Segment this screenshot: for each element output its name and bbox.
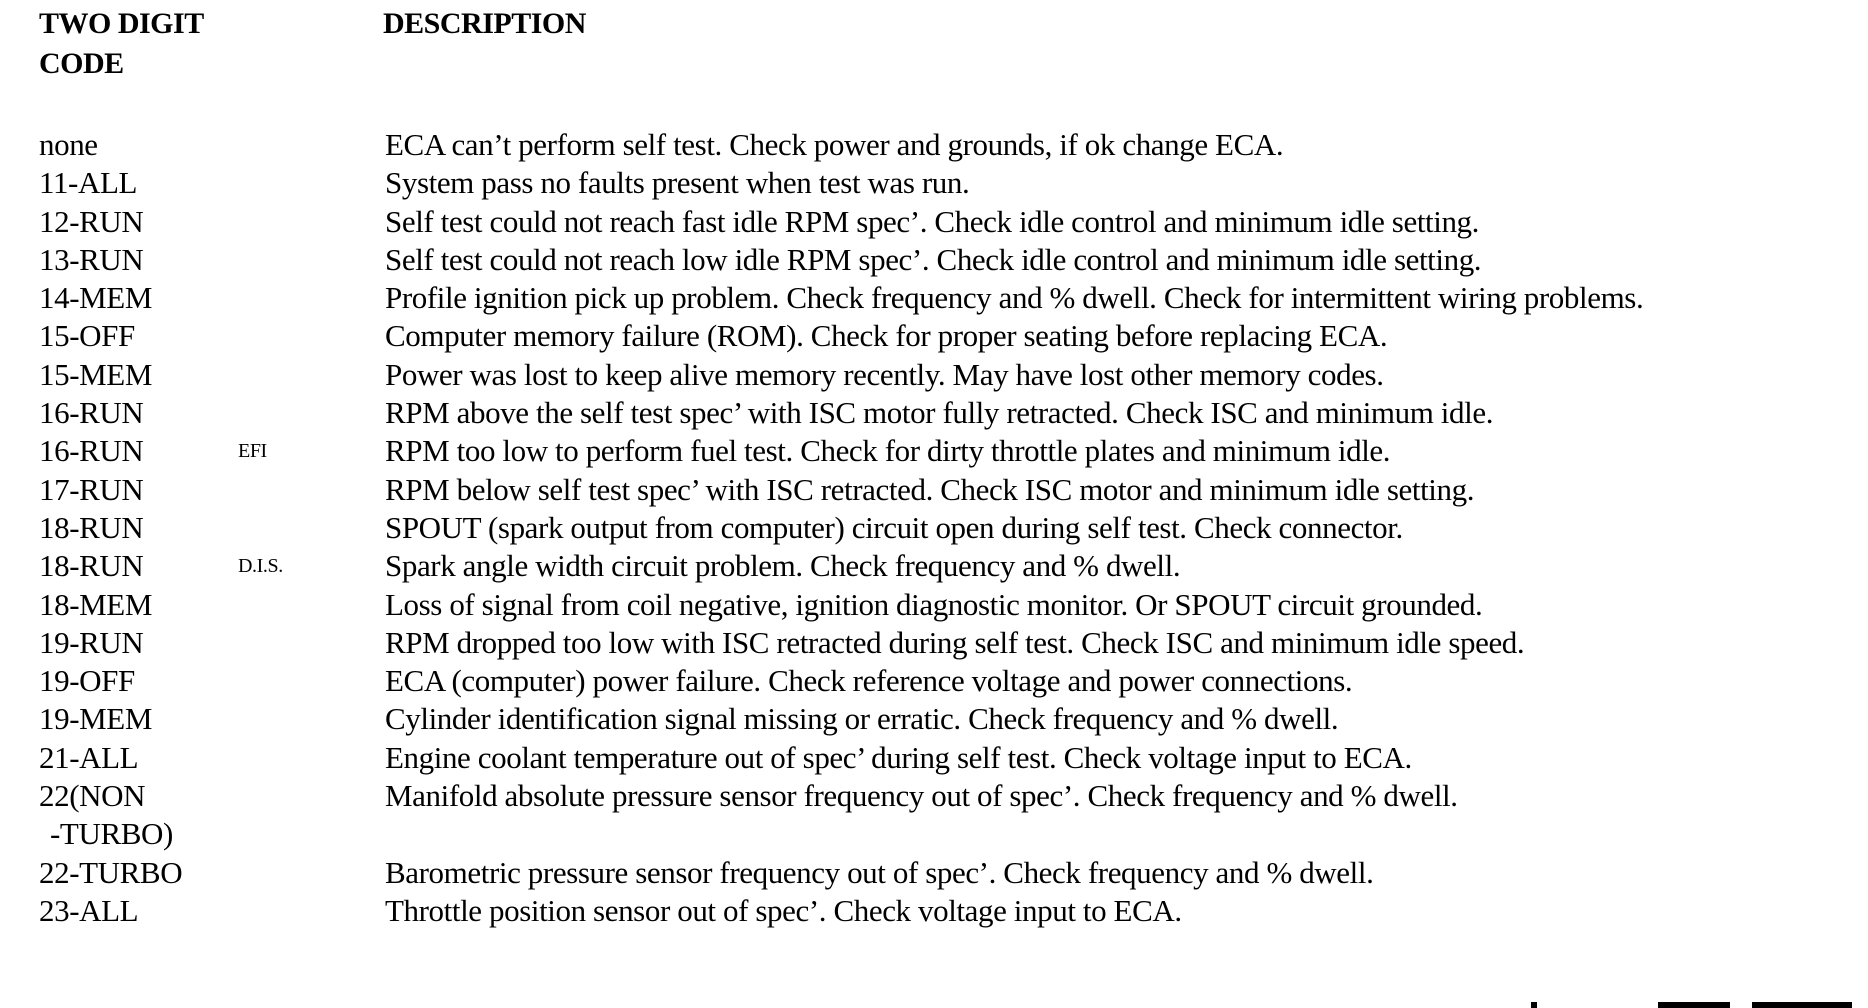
table-row xyxy=(0,662,1868,700)
description-cell: RPM below self test spec’ with ISC retracted. Check ISC motor and minimum idle setting. xyxy=(385,471,1475,507)
description-cell: SPOUT (spark output from computer) circuit open during self test. Check connector. xyxy=(385,509,1403,545)
table-row xyxy=(0,739,1868,777)
code-cell: 22-TURBO xyxy=(39,854,183,890)
code-header-line2: CODE xyxy=(39,47,124,80)
code-cell: 14-MEM xyxy=(39,280,152,316)
table-row xyxy=(0,317,1868,355)
description-cell: Spark angle width circuit problem. Check frequency and % dwell. xyxy=(385,548,1181,584)
code-cell: 23-ALL xyxy=(39,892,139,928)
code-cell: 11-ALL xyxy=(39,165,138,201)
table-row xyxy=(0,241,1868,279)
code-table xyxy=(0,126,1868,930)
table-row xyxy=(0,279,1868,317)
table-row xyxy=(0,356,1868,394)
table-row xyxy=(0,700,1868,738)
description-cell: Barometric pressure sensor frequency out of spec’. Check frequency and % dwell. xyxy=(385,854,1374,890)
description-cell: Throttle position sensor out of spec’. Check voltage input to ECA. xyxy=(385,892,1182,928)
code-cell: 21-ALL xyxy=(39,739,139,775)
description-cell: ECA can’t perform self test. Check power and grounds, if ok change ECA. xyxy=(385,127,1284,162)
table-row xyxy=(0,815,1868,853)
code-cell: 16-RUN xyxy=(39,395,144,431)
code-cell: 16-RUN xyxy=(39,433,144,469)
description-cell: Engine coolant temperature out of spec’ during self test. Check voltage input to ECA. xyxy=(385,739,1412,775)
table-row xyxy=(0,126,1868,164)
description-cell: Profile ignition pick up problem. Check frequency and % dwell. Check for intermittent wiring problems. xyxy=(385,280,1644,316)
description-cell: RPM above the self test spec’ with ISC motor fully retracted. Check ISC and minimum idle. xyxy=(385,395,1494,431)
description-cell: RPM too low to perform fuel test. Check for dirty throttle plates and minimum idle. xyxy=(385,433,1391,469)
code-column-header xyxy=(39,4,204,84)
description-cell: Self test could not reach fast idle RPM spec’. Check idle control and minimum idle setting. xyxy=(385,203,1480,239)
code-cell: 19-MEM xyxy=(39,701,152,737)
code-cell: 19-OFF xyxy=(39,663,135,699)
table-row xyxy=(0,892,1868,930)
tag-cell: EFI xyxy=(238,440,267,463)
description-cell: Loss of signal from coil negative, ignition diagnostic monitor. Or SPOUT circuit grounded. xyxy=(385,586,1483,622)
description-cell: Computer memory failure (ROM). Check for proper seating before replacing ECA. xyxy=(385,318,1388,354)
description-cell: System pass no faults present when test was run. xyxy=(385,165,970,201)
description-cell: Power was lost to keep alive memory recently. May have lost other memory codes. xyxy=(385,356,1384,392)
code-cell: 19-RUN xyxy=(39,624,144,660)
description-cell: Manifold absolute pressure sensor frequency out of spec’. Check frequency and % dwell. xyxy=(385,778,1458,814)
code-cell: 18-MEM xyxy=(39,586,152,622)
table-row xyxy=(0,854,1868,892)
code-cell: 15-MEM xyxy=(39,356,152,392)
description-cell: Cylinder identification signal missing or erratic. Check frequency and % dwell. xyxy=(385,701,1339,737)
description-cell: ECA (computer) power failure. Check reference voltage and power connections. xyxy=(385,663,1353,699)
table-row xyxy=(0,509,1868,547)
table-row xyxy=(0,586,1868,624)
table-row xyxy=(0,164,1868,202)
description-column-header: DESCRIPTION xyxy=(383,7,586,40)
code-cell: 12-RUN xyxy=(39,203,144,239)
code-cell: -TURBO) xyxy=(50,816,173,852)
code-cell: 13-RUN xyxy=(39,241,144,277)
description-cell: Self test could not reach low idle RPM spec’. Check idle control and minimum idle setting. xyxy=(385,241,1482,277)
code-cell: 22(NON xyxy=(39,778,146,814)
table-row xyxy=(0,394,1868,432)
description-cell: RPM dropped too low with ISC retracted during self test. Check ISC and minimum idle speed. xyxy=(385,624,1525,660)
tag-cell: D.I.S. xyxy=(238,555,283,578)
code-cell: 18-RUN xyxy=(39,509,144,545)
table-row xyxy=(0,547,1868,585)
table-row xyxy=(0,471,1868,509)
code-cell: none xyxy=(39,127,98,162)
table-row xyxy=(0,203,1868,241)
table-row xyxy=(0,777,1868,815)
table-row xyxy=(0,624,1868,662)
code-cell: 15-OFF xyxy=(39,318,135,354)
table-row xyxy=(0,432,1868,470)
code-header-line1: TWO DIGIT xyxy=(39,7,204,40)
code-cell: 17-RUN xyxy=(39,471,144,507)
code-cell: 18-RUN xyxy=(39,548,144,584)
